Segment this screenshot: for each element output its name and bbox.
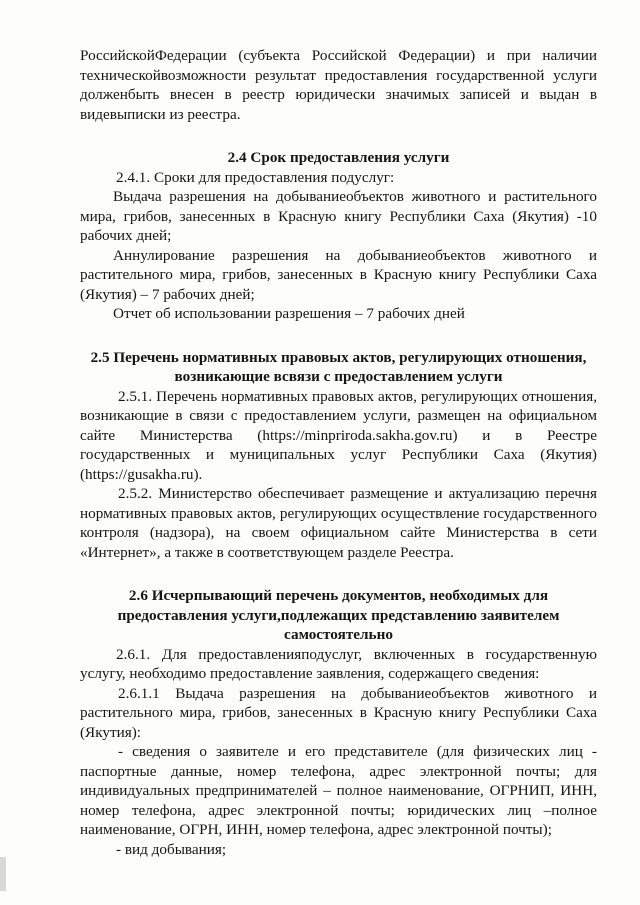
section-2-6-title-line-1: 2.6 Исчерпывающий перечень документов, необходимых для [128, 587, 549, 604]
section-2-6-title-line-2: предоставления услуги,подлежащих представлению заявителем [117, 606, 560, 624]
intro-paragraph: РоссийскойФедерации (субъекта Российской Федерации) и при наличии техническойвозможности результат предоставления государственной услуги долженбыть внесен в реестр юридически значимых записей и выдан в видевыписки из реестра. [80, 47, 597, 123]
section-2-4-paragraph-1: 2.4.1. Сроки для предоставления подуслуг: [116, 168, 395, 186]
section-2-5-title-line-1: 2.5 Перечень нормативных правовых актов, регулирующих отношения, [90, 348, 587, 366]
document-body [80, 46, 597, 859]
section-2-6-paragraph-4: - вид добывания; [116, 840, 227, 858]
section-2-6-paragraph-1: 2.6.1. Для предоставленияподуслуг, включенных в государственную услугу, необходимо предоставление заявления, содержащего сведения: [80, 645, 597, 682]
section-2-6-paragraph-3: - сведения о заявителе и его представителе (для физических лиц - паспортные данные, номер телефона, адрес электронной почты; для индивидуальных предпринимателей – полное наименование, ОГРНИП, ИНН, номер телефона, адрес электронной почты; юридических лиц –полное наименование, ОГРН, ИНН, номер телефона, адрес электронной почты); [80, 743, 597, 838]
scan-edge-mark [0, 857, 6, 891]
section-2-4-paragraph-2: Выдача разрешения на добываниеобъектов животного и растительного мира, грибов, занесенных в Красную книгу Республики Саха (Якутия) -10 рабочих дней; [80, 188, 597, 244]
section-2-4-title: 2.4 Срок предоставления услуги [227, 149, 450, 166]
section-2-4-paragraph-3: Аннулирование разрешения на добываниеобъектов животного и растительного мира, грибов, занесенных в Красную книгу Республики Саха (Якутия) – 7 рабочих дней; [80, 246, 597, 303]
section-2-4-paragraph-4: Отчет об использовании разрешения – 7 рабочих дней [113, 305, 465, 322]
section-2-5-paragraph-1: 2.5.1. Перечень нормативных правовых актов, регулирующих отношения, возникающие в связи с предоставлением услуги, размещен на официальном сайте Министерства (https://minpriroda.sakha.gov.ru) и в Реестре государственных и муниципальных услуг Республики Саха (Якутия) (https://gusakha.ru). [80, 387, 597, 483]
section-2-5-paragraph-2: 2.5.2. Министерство обеспечивает размещение и актуализацию перечня нормативных правовых актов, регулирующих осуществление государственного контроля (надзора), на своем официальном сайте Министерства в сети «Интернет», а также в соответствующем разделе Реестра. [80, 485, 597, 561]
section-2-5-title-line-2: возникающие всвязи с предоставлением услуги [174, 368, 503, 385]
section-2-6-paragraph-2: 2.6.1.1 Выдача разрешения на добываниеобъектов животного и растительного мира, грибов, занесенных в Красную книгу Республики Саха (Якутия): [80, 684, 597, 741]
section-2-6-title-line-3: самостоятельно [284, 626, 393, 643]
